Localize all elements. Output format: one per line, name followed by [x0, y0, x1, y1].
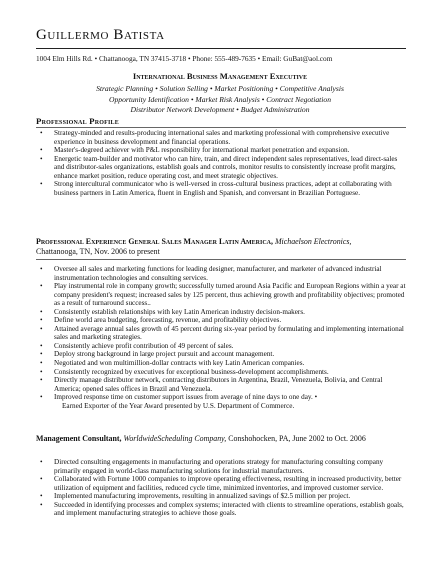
list-item: • Directed consulting engagements in manufacturing and operations strategy for manufacturing consulting company primarily engaged in world-class manufacturing solutions for industrial manufacturers. [40, 458, 384, 475]
job-title: Management Consultant, [36, 434, 122, 443]
list-item: • Oversee all sales and marketing functions for leading designer, manufacturer, and marketer of advanced industrial instrumentation technologies and consulting services. [40, 265, 382, 282]
list-item: • Deploy strong background in large project pursuit and account management. [40, 350, 275, 359]
list-item: • Directly manage distributor network, contracting distributors in Argentina, Brazil, Venezuela, Bolivia, and Central America; opened sales offices in Brazil and Venezuela. [40, 376, 383, 393]
company-name: Michaelson Electronics, [274, 237, 352, 246]
list-item: • Implemented manufacturing improvements, resulting in annualized savings of $2.5 million per project. [40, 492, 351, 501]
skills-block [0, 84, 440, 116]
skills-line: Distributor Network Development • Budget Administration [130, 105, 310, 115]
job-header-2 [36, 434, 406, 444]
list-item: • Play instrumental role in company growth; successfully turned around Asia Pacific and European Regions within a year at company president's request; increased sales by 125 percent, thus achieving growth and profitability objectives; promoted as a result of turnaround success.. [40, 282, 406, 308]
contact-line: 1004 Elm Hills Rd. • Chattanooga, TN 37415-3718 • Phone: 555-489-7635 • Email: GuBat@aol.com [36, 54, 333, 63]
skills-line: Opportunity Identification • Market Risk Analysis • Contract Negotiation [109, 94, 331, 104]
header-divider [36, 48, 406, 49]
list-item: • Energetic team-builder and motivator who can hire, train, and direct independent sales representatives, lead direct-sales and distributor-sales organizations, establish goals and controls, monitor results to consistently increase profit margins, enhance market position, reduce operating cost, and meet strategic objectives. [40, 154, 398, 180]
list-item: • Succeeded in identifying processes and complex systems; interacted with clients to streamline operations, establish goals, and implement manufacturing strategies to achieve those goals. [40, 500, 404, 518]
award-line: Earned Exporter of the Year Award presented by U.S. Department of Commerce. [62, 401, 295, 410]
company-name: WorldwideScheduling Company, [123, 434, 227, 443]
profile-heading: Professional Profile [36, 116, 119, 126]
job-location-dates: Conshohocken, PA, June 2002 to Oct. 2006 [228, 434, 366, 443]
list-item: • Master's-degreed achiever with P&L responsibility for international market penetration and expansion. [40, 146, 350, 155]
job-header-1 [36, 237, 406, 258]
list-item: • Collaborated with Fortune 1000 companies to improve operating effectiveness, resulting in increased productivity, better utilization of equipment and facilities, reduced cycle time, minimized inventories, and improved customer service. [40, 475, 402, 492]
list-item: • Attained average annual sales growth of 45 percent during six-year period by formulating and implementing international sales and marketing strategies. [40, 324, 404, 342]
list-item: • Strategy-minded and results-producing international sales and marketing professional with comprehensive executive experience in business development and financial operations. [40, 129, 390, 146]
skills-line: Strategic Planning • Solution Selling • Market Positioning • Competitive Analysis [96, 84, 344, 93]
list-item: • Strong intercultural communicator who is well-versed in cross-cultural business practices, adept at collaborating with business partners in Latin America, fluent in English and Spanish, and conversant in Brazilian Portuguese. [40, 180, 392, 197]
experience-divider [36, 259, 406, 260]
list-item: • Define world area budgeting, forecasting, revenue, and profitability objectives. [40, 316, 282, 325]
job-location-dates: Chattanooga, TN, Nov. 2006 to present [36, 247, 160, 257]
list-item: • Consistently recognized by executives for exceptional business-development accomplishments. [40, 367, 329, 376]
list-item: • Consistently establish relationships with key Latin American industry decision-makers. [40, 307, 305, 316]
profile-divider [36, 127, 406, 128]
job-title: General Sales Manager Latin America, [128, 237, 273, 246]
headline-title: International Business Management Executive [132, 71, 308, 81]
profile-list [36, 129, 406, 197]
job1-list [36, 265, 406, 410]
list-item: • Negotiated and won multimillion-dollar contracts with key Latin American companies. [40, 359, 305, 368]
list-item: • Improved response time on customer support issues from average of nine days to one day. • [40, 393, 318, 402]
list-item: • Consistently achieve profit contribution of 49 percent of sales. [40, 341, 234, 350]
candidate-name: Guillermo Batista [36, 27, 165, 43]
experience-heading: Professional Experience [36, 237, 127, 246]
job2-list [36, 458, 406, 518]
